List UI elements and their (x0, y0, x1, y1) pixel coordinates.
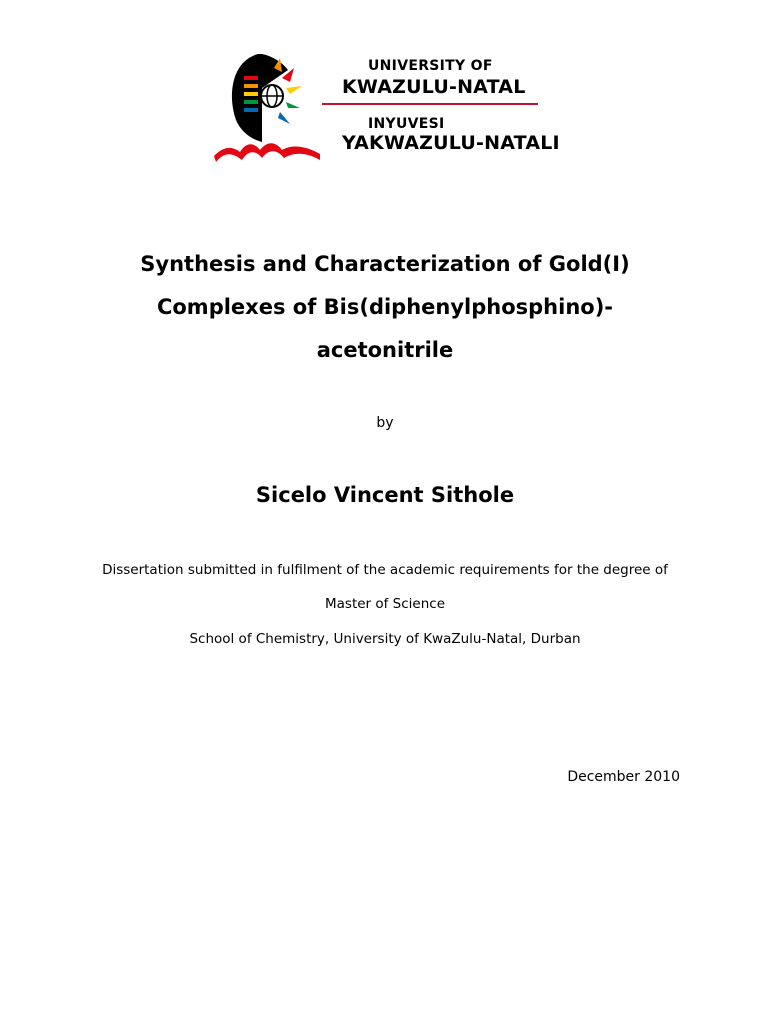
degree-name: Master of Science (324, 596, 446, 612)
logo-divider (322, 103, 538, 105)
by-label: by (376, 415, 394, 431)
logo-university-of: UNIVERSITY OF (368, 58, 493, 74)
author-name: Sicelo Vincent Sithole (255, 483, 515, 507)
university-emblem-icon (210, 48, 330, 166)
logo-yakwazulu-natali: YAKWAZULU-NATALI (342, 132, 560, 154)
submission-date: December 2010 (567, 769, 680, 785)
submission-statement: Dissertation submitted in fulfilment of the academic requirements for the degree of (102, 562, 668, 578)
title-line-1: Synthesis and Characterization of Gold(I) (140, 252, 630, 276)
title-line-3: acetonitrile (316, 338, 454, 362)
logo-inyuvesi: INYUVESI (368, 116, 445, 132)
title-line-2: Complexes of Bis(diphenylphosphino)- (156, 295, 614, 319)
logo-kwazulu-natal: KWAZULU-NATAL (342, 76, 526, 98)
university-logo (210, 48, 560, 166)
school-affiliation: School of Chemistry, University of KwaZulu-Natal, Durban (189, 631, 581, 647)
dissertation-title (60, 243, 710, 372)
